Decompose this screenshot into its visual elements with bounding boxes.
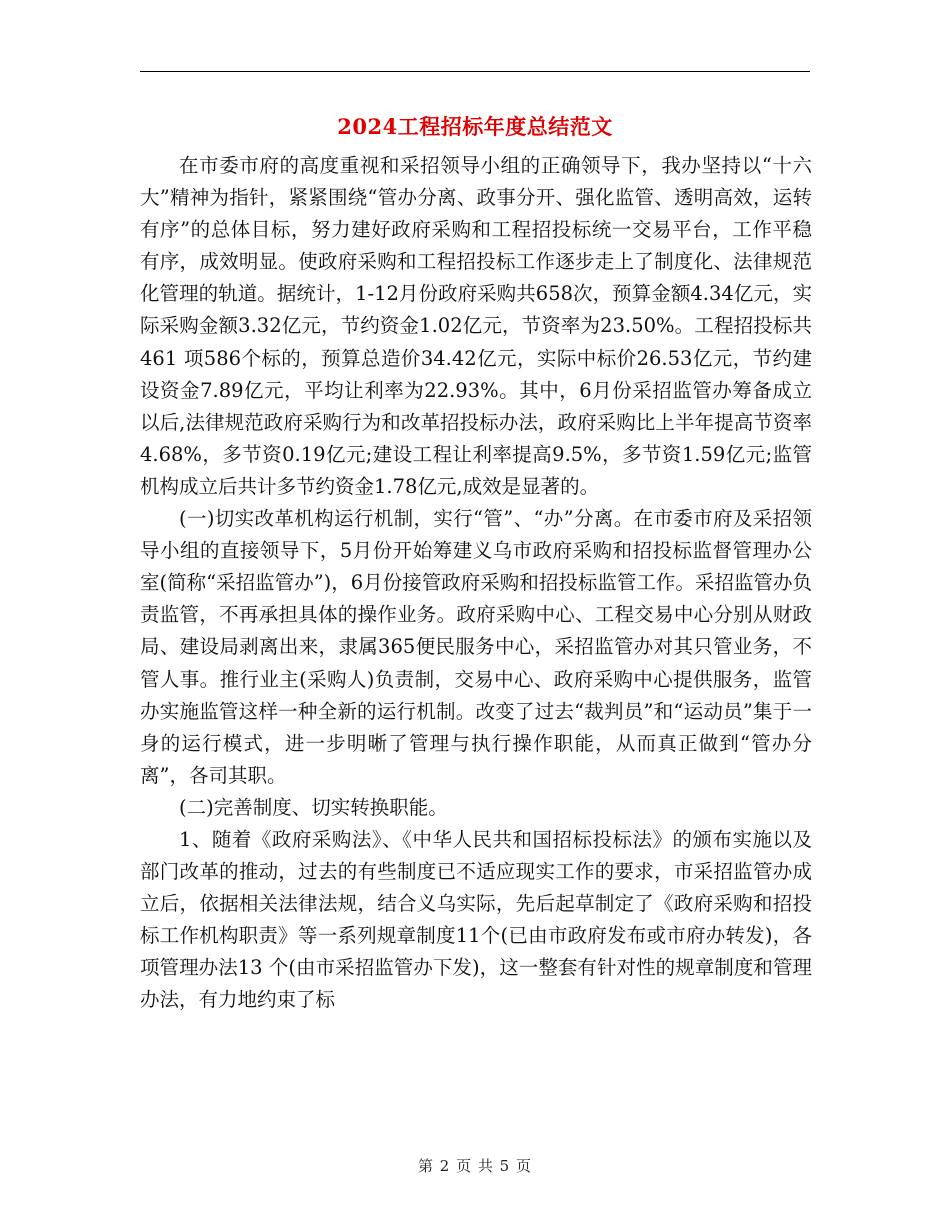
page-number: 第 2 页 共 5 页 bbox=[418, 1157, 532, 1175]
header-rule bbox=[140, 71, 810, 72]
paragraph-section-two-heading: (二)完善制度、切实转换职能。 bbox=[179, 795, 448, 819]
paragraph-item-one: 1、随着《政府采购法》、《中华人民共和国招标投标法》的颁布实施以及部门改革的推动，过去的有些制度已不适应现实工作的要求，市采招监管办成立后，依据相关法律法规，结合义乌实际，先后起草制定了《政府采购和招投标工作机构职责》等一系列规章制度11个(已由市政府发布或市府办转发)，各项管理办法13 个(由市采招监管办下发)，这一整套有针对性的规章制度和管理办法，有力地约束了标 bbox=[140, 827, 812, 1012]
document-body bbox=[140, 150, 812, 1017]
paragraph-section-one: (一)切实改革机构运行机制，实行“管”、“办”分离。在市委市府及采招领导小组的直接领导下，5月份开始筹建义乌市政府采购和招投标监督管理办公室(简称“采招监管办”)，6月份接管政府采购和招投标监管工作。采招监管办负责监管，不再承担具体的操作业务。政府采购中心、工程交易中心分别从财政局、建设局剥离出来，隶属365便民服务中心，采招监管办对其只管业务，不管人事。推行业主(采购人)负责制，交易中心、政府采购中心提供服务，监管办实施监管这样一种全新的运行机制。改变了过去“裁判员”和“运动员”集于一身的运行模式，进一步明晰了管理与执行操作职能，从而真正做到“管办分离”，各司其职。 bbox=[140, 507, 812, 787]
document-title: 2024工程招标年度总结范文 bbox=[337, 114, 613, 139]
paragraph-summary: 在市委市府的高度重视和采招领导小组的正确领导下，我办坚持以“十六大”精神为指针，紧紧围绕“管办分离、政事分开、强化监管、透明高效，运转有序”的总体目标，努力建好政府采购和工程招投标统一交易平台，工作平稳有序，成效明显。使政府采购和工程招投标工作逐步走上了制度化、法律规范化管理的轨道。据统计，1-12月份政府采购共658次，预算金额4.34亿元，实际采购金额3.32亿元，节约资金1.02亿元，节资率为23.50%。工程招投标共461 项586个标的，预算总造价34.42亿元，实际中标价26.53亿元，节约建设资金7.89亿元，平均让利率为22.93%。其中，6月份采招监管办筹备成立以后,法律规范政府采购行为和改革招投标办法，政府采购比上半年提高节资率4.68%，多节资0.19亿元;建设工程让利率提高9.5%，多节资1.59亿元;监管机构成立后共计多节约资金1.78亿元,成效是显著的。 bbox=[140, 154, 812, 498]
